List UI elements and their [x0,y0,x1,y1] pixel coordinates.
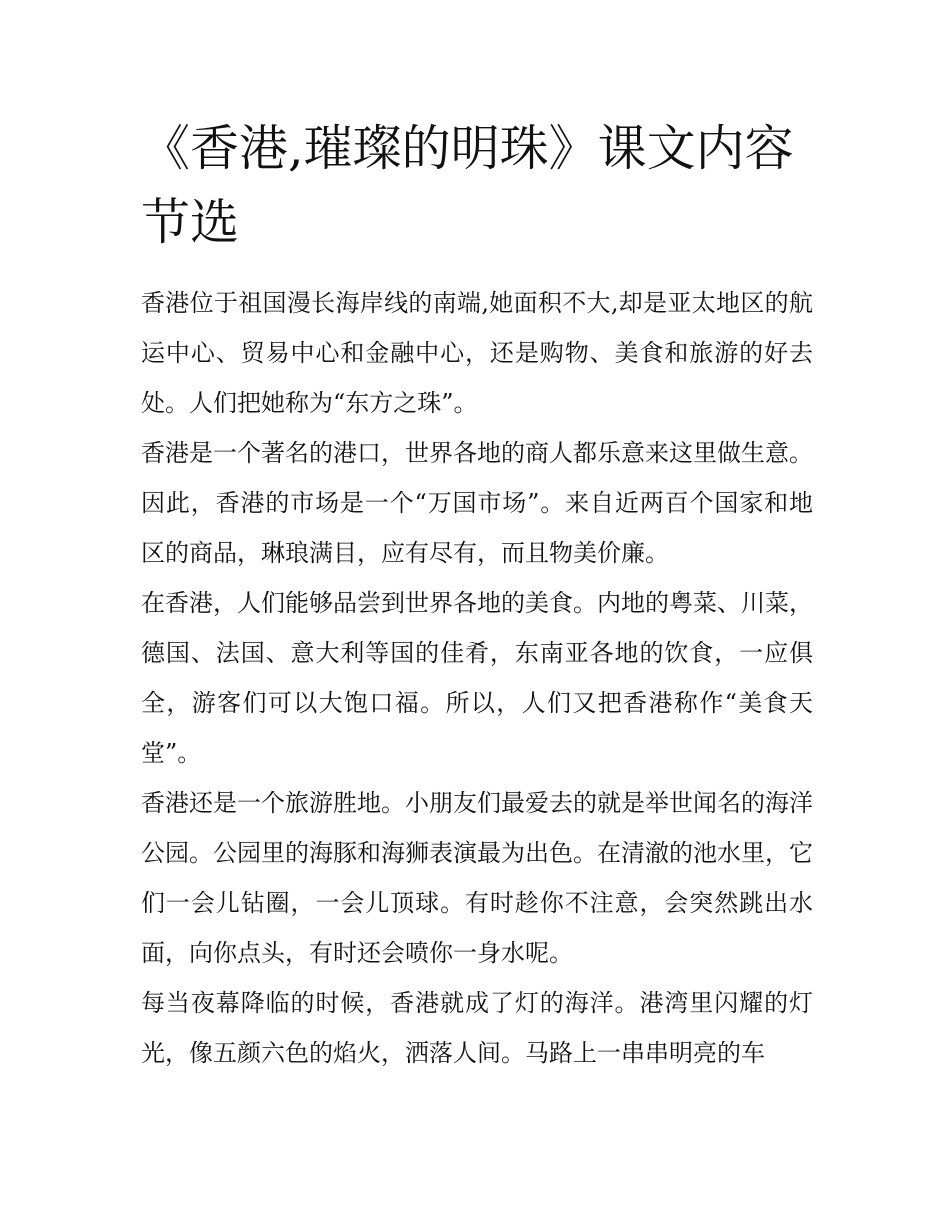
paragraph-hong-kong-night: 每当夜幕降临的时候，香港就成了灯的海洋。港湾里闪耀的灯光，像五颜六色的焰火，洒落人间。马路上一串串明亮的车 [141,989,813,1067]
document-title: 《香港,璀璨的明珠》课文内容节选 [141,120,794,251]
paragraph-hong-kong-port: 香港是一个著名的港口，世界各地的商人都乐意来这里做生意。因此，香港的市场是一个“万国市场”。来自近两百个国家和地区的商品，琳琅满目，应有尽有，而且物美价廉。 [141,439,813,567]
document-content [141,112,813,1078]
document-body [141,278,813,1078]
paragraph-hong-kong-tourism: 香港还是一个旅游胜地。小朋友们最爱去的就是举世闻名的海洋公园。公园里的海豚和海狮表演最为出色。在清澈的池水里，它们一会儿钻圈，一会儿顶球。有时趁你不注意，会突然跳出水面，向你点头，有时还会喷你一身水呢。 [141,789,813,967]
paragraph-hong-kong-food: 在香港，人们能够品尝到世界各地的美食。内地的粤菜、川菜，德国、法国、意大利等国的佳肴，东南亚各地的饮食，一应俱全，游客们可以大饱口福。所以，人们又把香港称作“美食天堂”。 [141,589,813,767]
paragraph-hong-kong-location: 香港位于祖国漫长海岸线的南端,她面积不大,却是亚太地区的航运中心、贸易中心和金融中心，还是购物、美食和旅游的好去处。人们把她称为“东方之珠”。 [141,289,813,417]
